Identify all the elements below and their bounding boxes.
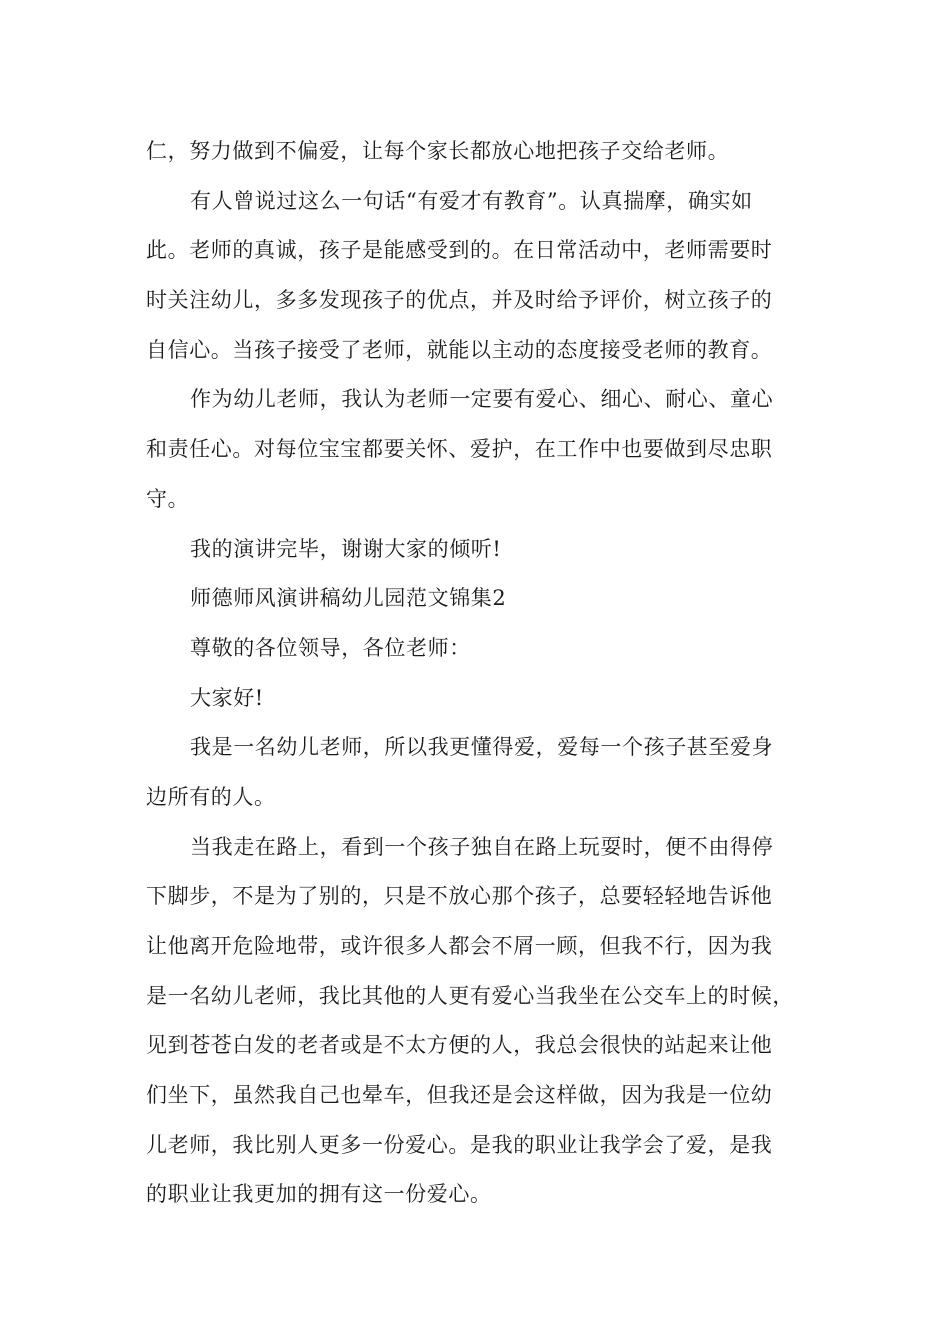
text-line: 仁，努力做到不偏爱，让每个家长都放心地把孩子交给老师。	[146, 139, 730, 163]
text-line: 是一名幼儿老师，我比其他的人更有爱心当我坐在公交车上的时候，	[146, 983, 794, 1008]
text-line: 让他离开危险地带，或许很多人都会不屑一顾，但我不行，因为我	[146, 934, 773, 958]
text-line: 我的演讲完毕，谢谢大家的倾听!	[190, 536, 502, 561]
text-line: 见到苍苍白发的老者或是不太方便的人，我总会很快的站起来让他	[146, 1033, 773, 1058]
text-line: 我是一名幼儿老师，所以我更懂得爱，爱每一个孩子甚至爱身	[190, 735, 774, 760]
text-line: 们坐下，虽然我自己也晕车，但我还是会这样做，因为我是一位幼	[146, 1083, 773, 1108]
text-line: 时关注幼儿，多多发现孩子的优点，并及时给予评价，树立孩子的	[146, 288, 773, 313]
body-text	[146, 127, 846, 1220]
section-title: 师德师风演讲稿幼儿园范文锦集2	[190, 586, 507, 611]
text-line: 守。	[146, 486, 190, 511]
text-line: 自信心。当孩子接受了老师，就能以主动的态度接受老师的教育。	[146, 337, 773, 362]
text-line: 的职业让我更加的拥有这一份爱心。	[146, 1182, 492, 1207]
salutation: 尊敬的各位领导，各位老师：	[190, 635, 471, 660]
greeting: 大家好!	[190, 685, 264, 710]
text-line: 儿老师，我比别人更多一份爱心。是我的职业让我学会了爱，是我	[146, 1132, 773, 1157]
text-line: 此。老师的真诚，孩子是能感受到的。在日常活动中，老师需要时	[146, 238, 773, 263]
text-line: 有人曾说过这么一句话“有爱才有教育”。认真揣摩，确实如	[190, 188, 753, 213]
text-line: 边所有的人。	[146, 784, 276, 809]
text-line: 作为幼儿老师，我认为老师一定要有爱心、细心、耐心、童心	[190, 387, 774, 412]
text-line: 当我走在路上，看到一个孩子独自在路上玩耍时，便不由得停	[190, 834, 774, 859]
text-line: 下脚步，不是为了别的，只是不放心那个孩子，总要轻轻地告诉他	[146, 884, 773, 909]
text-line: 和责任心。对每位宝宝都要关怀、爱护，在工作中也要做到尽忠职	[146, 437, 773, 462]
